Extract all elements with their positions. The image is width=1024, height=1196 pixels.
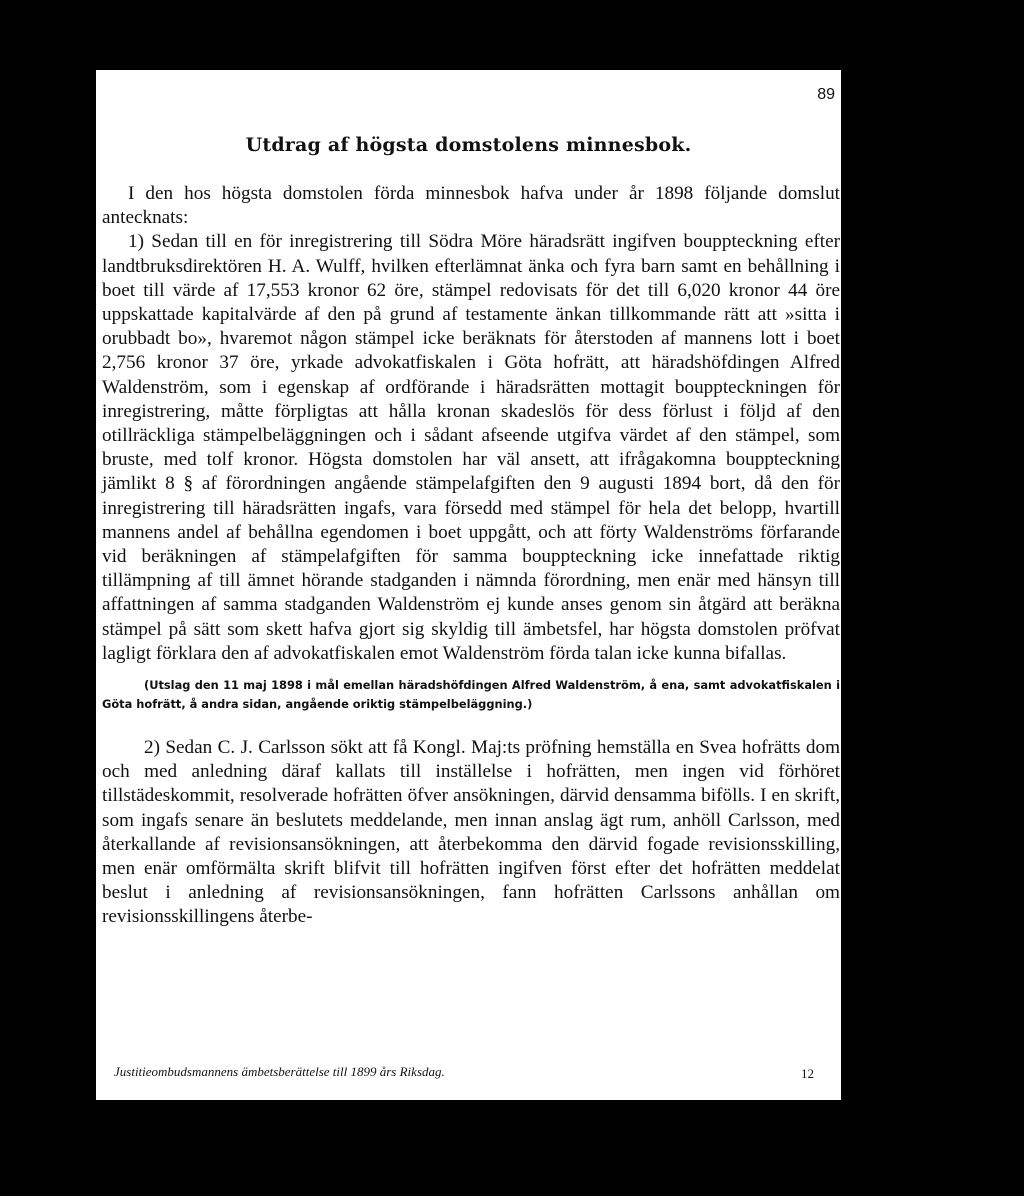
page-heading: Utdrag af högsta domstolens minnesbok. xyxy=(245,134,692,156)
footer-sheet-number: 12 xyxy=(801,1066,814,1081)
page-footer xyxy=(114,1064,814,1080)
page-number: 89 xyxy=(817,86,835,103)
document-page xyxy=(96,70,841,1100)
case-1-paragraph: 1) Sedan till en för inregistrering till Södra Möre häradsrätt ingifven bouppteckning efter landtbruksdirektören H. A. Wulff, hvilken efterlämnat änka och fyra barn samt en behållning i boet till värde af 17,553 kronor 62 öre, stämpel redovisats för det till 6,020 kronor 44 öre uppskattade kapitalvärde af den på grund af testamente änkan tillkommande rätt att »sitta i orubbadt bo», hvaremot någon stämpel icke beräknats för återstoden af mannens lott i boet 2,756 kronor 37 öre, yrkade advokatfiskalen i Göta hofrätt, att häradshöfdingen Alfred Waldenström, som i egenskap af ordförande i häradsrätten mottagit bouppteckningen för inregistrering, måtte förpligtas att hålla kronan skadeslös för dess förlust i följd af den otillräckliga stämpelbeläggningen och i sådant afseende utgifva värdet af den stämpel, som bruste, med tolf kronor. Högsta domstolen har väl ansett, att ifrågakomna bouppteckning jämlikt 8 § af förordningen angående stämpelafgiften den 9 augusti 1894 bort, då den för inregistrering till häradsrätten ingafs, vara försedd med stämpel för hela det belopp, hvartill mannens andel af behållna egendomen i boet uppgått, och att förty Waldenströms förfarande vid beräkningen af stämpelafgiften för samma bouppteckning icke innefattade riktig tillämpning af till ämnet hörande stadganden i nämnda förordning, men enär med hänsyn till affattningen af samma stadganden Waldenström ej kunde anses genom sin åtgärd att beräkna stämpel på sätt som skett hafva gjort sig skyldig till ämbetsfel, har högsta domstolen pröfvat lagligt förklara den af advokatfiskalen emot Waldenström förda talan icke kunna bifallas. xyxy=(102,231,840,664)
body-text xyxy=(102,182,840,930)
footer-source: Justitieombudsmannens ämbetsberättelse till 1899 års Riksdag. xyxy=(114,1064,445,1079)
intro-paragraph: I den hos högsta domstolen förda minnesbok hafva under år 1898 följande domslut antecknats: xyxy=(102,183,840,229)
case-1-note: (Utslag den 11 maj 1898 i mål emellan häradshöfdingen Alfred Waldenström, å ena, samt advokatfiskalen i Göta hofrätt, å andra sidan, angående oriktig stämpelbeläggning.) xyxy=(102,678,840,712)
case-2-paragraph: 2) Sedan C. J. Carlsson sökt att få Kongl. Maj:ts pröfning hemställa en Svea hofrätts dom och med anledning däraf kallats till inställelse i hofrätten, men ingen vid förhöret tillstädeskommit, resolverade hofrätten öfver ansökningen, därvid densamma bifölls. I en skrift, som ingafs senare än beslutets meddelande, men innan anslag ägt rum, anhöll Carlsson, med återkallande af revisionsansökningen, att återbekomma den därvid fogade revisionsskilling, men enär omförmälta skrift blifvit till hofrätten ingifven först efter det hofrätten meddelat beslut i anledning af revisionsansökningen, fann hofrätten Carlssons anhållan om revisionsskillingens återbe- xyxy=(102,737,840,928)
